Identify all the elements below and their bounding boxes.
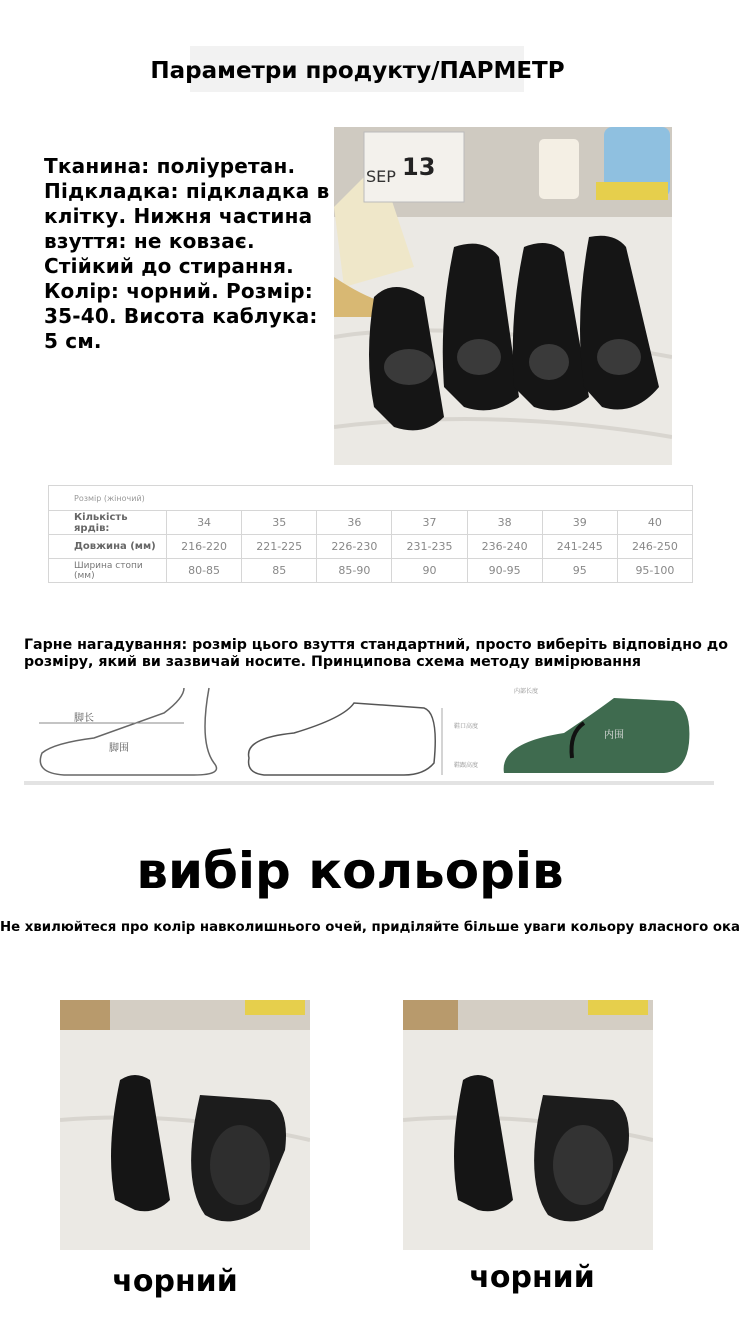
label-heel-height: 鞋跟高度 xyxy=(454,762,479,769)
length-cell: 231-235 xyxy=(392,535,467,559)
width-row-label: Ширина стопи (мм) xyxy=(49,559,167,583)
size-cell: 39 xyxy=(542,511,617,535)
size-cell: 36 xyxy=(317,511,392,535)
width-cell: 85-90 xyxy=(317,559,392,583)
size-reminder: Гарне нагадування: розмір цього взуття стандартний, просто виберіть відповідно до розміру, який ви зазвичай носите. Принципова схема методу вимірювання xyxy=(24,637,728,670)
color-option-photo xyxy=(60,1000,310,1250)
hero-photo xyxy=(334,127,672,465)
colors-subtitle: Не хвилюйтеся про колір навколишнього очей, приділяйте більше уваги кольору власного ока xyxy=(0,920,740,935)
label-inner-girth: 内围 xyxy=(604,730,624,741)
width-cell: 90 xyxy=(392,559,467,583)
size-row-label: Кількість ярдів: xyxy=(49,511,167,535)
calendar-month: SEP xyxy=(366,167,396,186)
color-option-label: чорний xyxy=(469,1260,595,1295)
width-cell: 95-100 xyxy=(617,559,692,583)
measurement-diagram xyxy=(24,683,714,791)
product-specs: Тканина: поліуретан. Підкладка: підкладка в клітку. Нижня частина взуття: не ковзає. Стійкий до стирання. Колір: чорний. Розмір: 35-40. Висота каблука: 5 см. xyxy=(44,154,330,353)
size-cell: 35 xyxy=(242,511,317,535)
length-cell: 221-225 xyxy=(242,535,317,559)
label-shoe-height: 鞋口高度 xyxy=(454,723,479,730)
color-option-label: чорний xyxy=(112,1264,238,1299)
size-cell: 40 xyxy=(617,511,692,535)
size-table xyxy=(48,485,693,583)
width-cell: 90-95 xyxy=(467,559,542,583)
length-cell: 236-240 xyxy=(467,535,542,559)
size-cell: 34 xyxy=(167,511,242,535)
size-cell: 37 xyxy=(392,511,467,535)
length-row-label: Довжина (мм) xyxy=(49,535,167,559)
size-table-title: Розмір (жіночий) xyxy=(49,486,693,511)
size-cell: 38 xyxy=(467,511,542,535)
width-cell: 95 xyxy=(542,559,617,583)
label-foot-length: 脚长 xyxy=(74,713,94,724)
label-inner-length: 内部长度 xyxy=(514,688,539,695)
length-cell: 246-250 xyxy=(617,535,692,559)
length-cell: 241-245 xyxy=(542,535,617,559)
width-cell: 85 xyxy=(242,559,317,583)
page-title: Параметри продукту/ПАРМЕТР xyxy=(150,58,565,84)
color-option-photo xyxy=(403,1000,653,1250)
colors-title: вибір кольорів xyxy=(136,842,564,900)
width-cell: 80-85 xyxy=(167,559,242,583)
length-cell: 216-220 xyxy=(167,535,242,559)
length-cell: 226-230 xyxy=(317,535,392,559)
calendar-day: 13 xyxy=(402,153,436,181)
label-foot-girth: 脚围 xyxy=(109,743,129,754)
